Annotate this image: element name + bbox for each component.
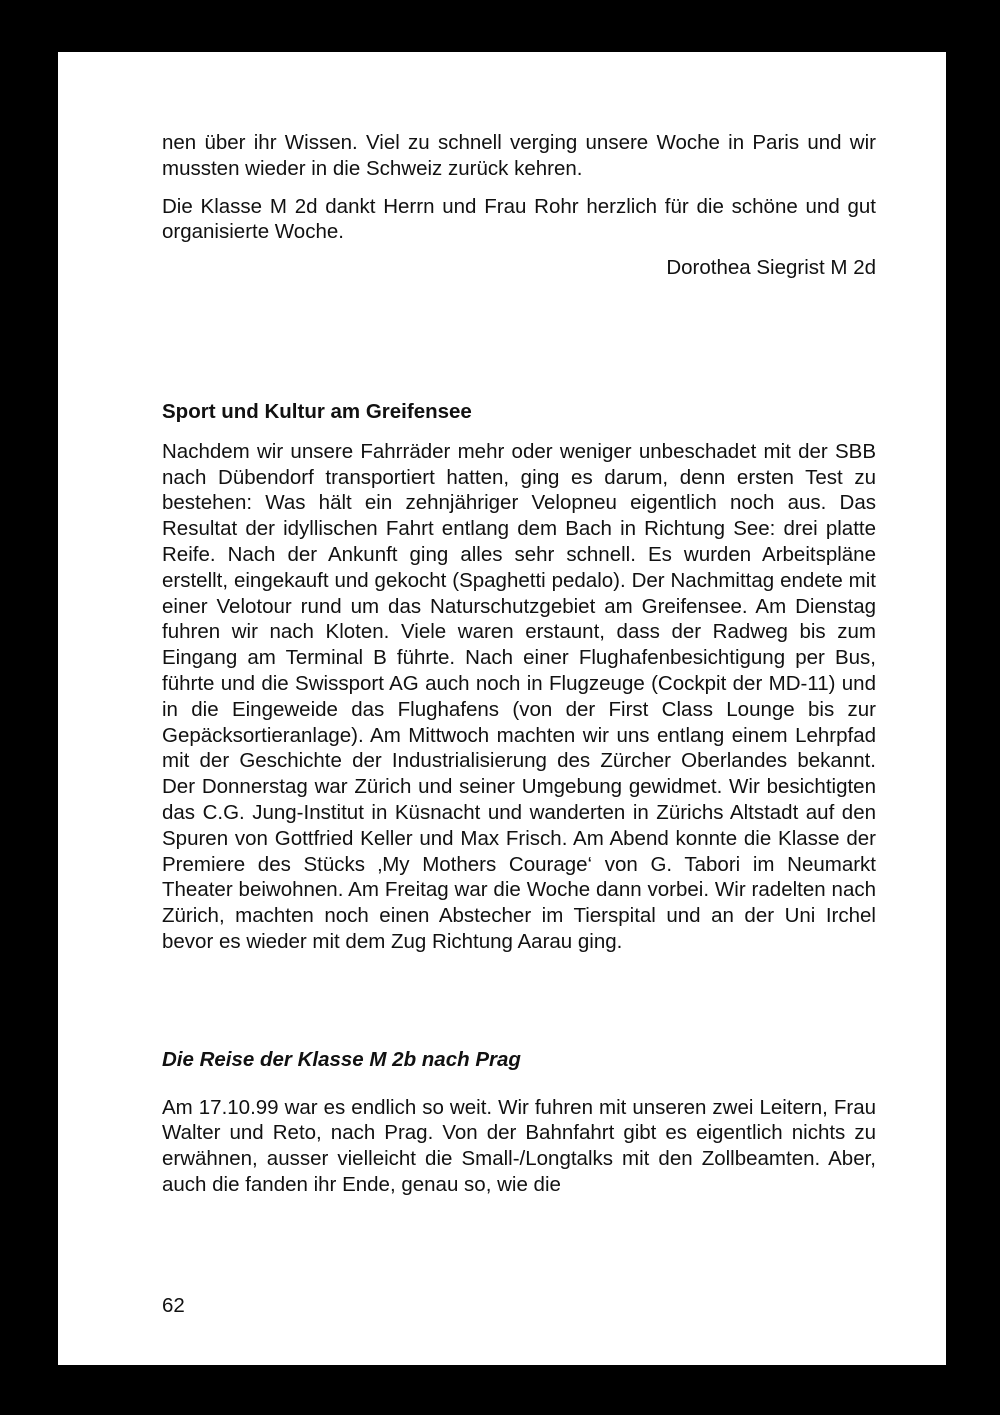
- section-body-prag: Am 17.10.99 war es endlich so weit. Wir fuhren mit unseren zwei Leitern, Frau Walter und Reto, nach Prag. Von der Bahnfahrt gibt es eigentlich nichts zu erwähnen, ausser vielleicht die Small-/Longtalks mit den Zollbeamten. Aber, auch die fanden ihr Ende, genau so, wie die: [162, 1095, 876, 1196]
- section-body-greifensee: Nachdem wir unsere Fahrräder mehr oder weniger unbeschadet mit der SBB nach Dübendorf transportiert hatten, ging es darum, denn ersten Test zu bestehen: Was hält ein zehnjähriger Velopneu eigentlich noch aus. Das Resultat der idyllischen Fahrt entlang dem Bach in Richtung See: drei platte Reife. Nach der Ankunft ging alles sehr schnell. Es wurden Arbeitspläne erstellt, eingekauft und gekocht (Spaghetti pedalo). Der Nachmittag endete mit einer Velotour rund um das Naturschutzgebiet am Greifensee. Am Dienstag fuhren wir nach Kloten. Viele waren erstaunt, dass der Radweg bis zum Eingang am Terminal B führte. Nach einer Flughafenbesichtigung per Bus, führte und die Swissport AG auch noch in Flugzeuge (Cockpit der MD-11) und in die Eingeweide das Flughafens (von der First Class Lounge bis zur Gepäcksortieranlage). Am Mittwoch machten wir uns entlang einem Lehrpfad mit der Geschichte der Industrialisierung des Zürcher Oberlandes bekannt. Der Donnerstag war Zürich und seiner Umgebung gewidmet. Wir besichtigten das C.G. Jung-Institut in Küsnacht und wanderten in Zürichs Altstadt auf den Spuren von Gottfried Keller und Max Frisch. Am Abend konnte die Klasse der Premiere des Stücks ‚My Mothers Courage‘ von G. Tabori im Neumarkt Theater beiwohnen. Am Freitag war die Woche dann vorbei. Wir radelten nach Zürich, machten noch einen Abstecher im Tierspital und an der Uni Irchel bevor es wieder mit dem Zug Richtung Aarau ging.: [162, 439, 876, 953]
- thanks-paragraph: Die Klasse M 2d dankt Herrn und Frau Rohr herzlich für die schöne und gut organisierte Woche.: [162, 194, 876, 244]
- page-number: 62: [162, 1294, 185, 1317]
- intro-paragraph: nen über ihr Wissen. Viel zu schnell verging unsere Woche in Paris und wir mussten wieder in die Schweiz zurück kehren.: [162, 131, 876, 180]
- section-heading-prag: Die Reise der Klasse M 2b nach Prag: [162, 1047, 521, 1071]
- document-page: [58, 52, 946, 1365]
- author-signature: Dorothea Siegrist M 2d: [666, 256, 876, 280]
- page-content: [162, 130, 876, 1198]
- section-heading-greifensee: Sport und Kultur am Greifensee: [162, 399, 472, 423]
